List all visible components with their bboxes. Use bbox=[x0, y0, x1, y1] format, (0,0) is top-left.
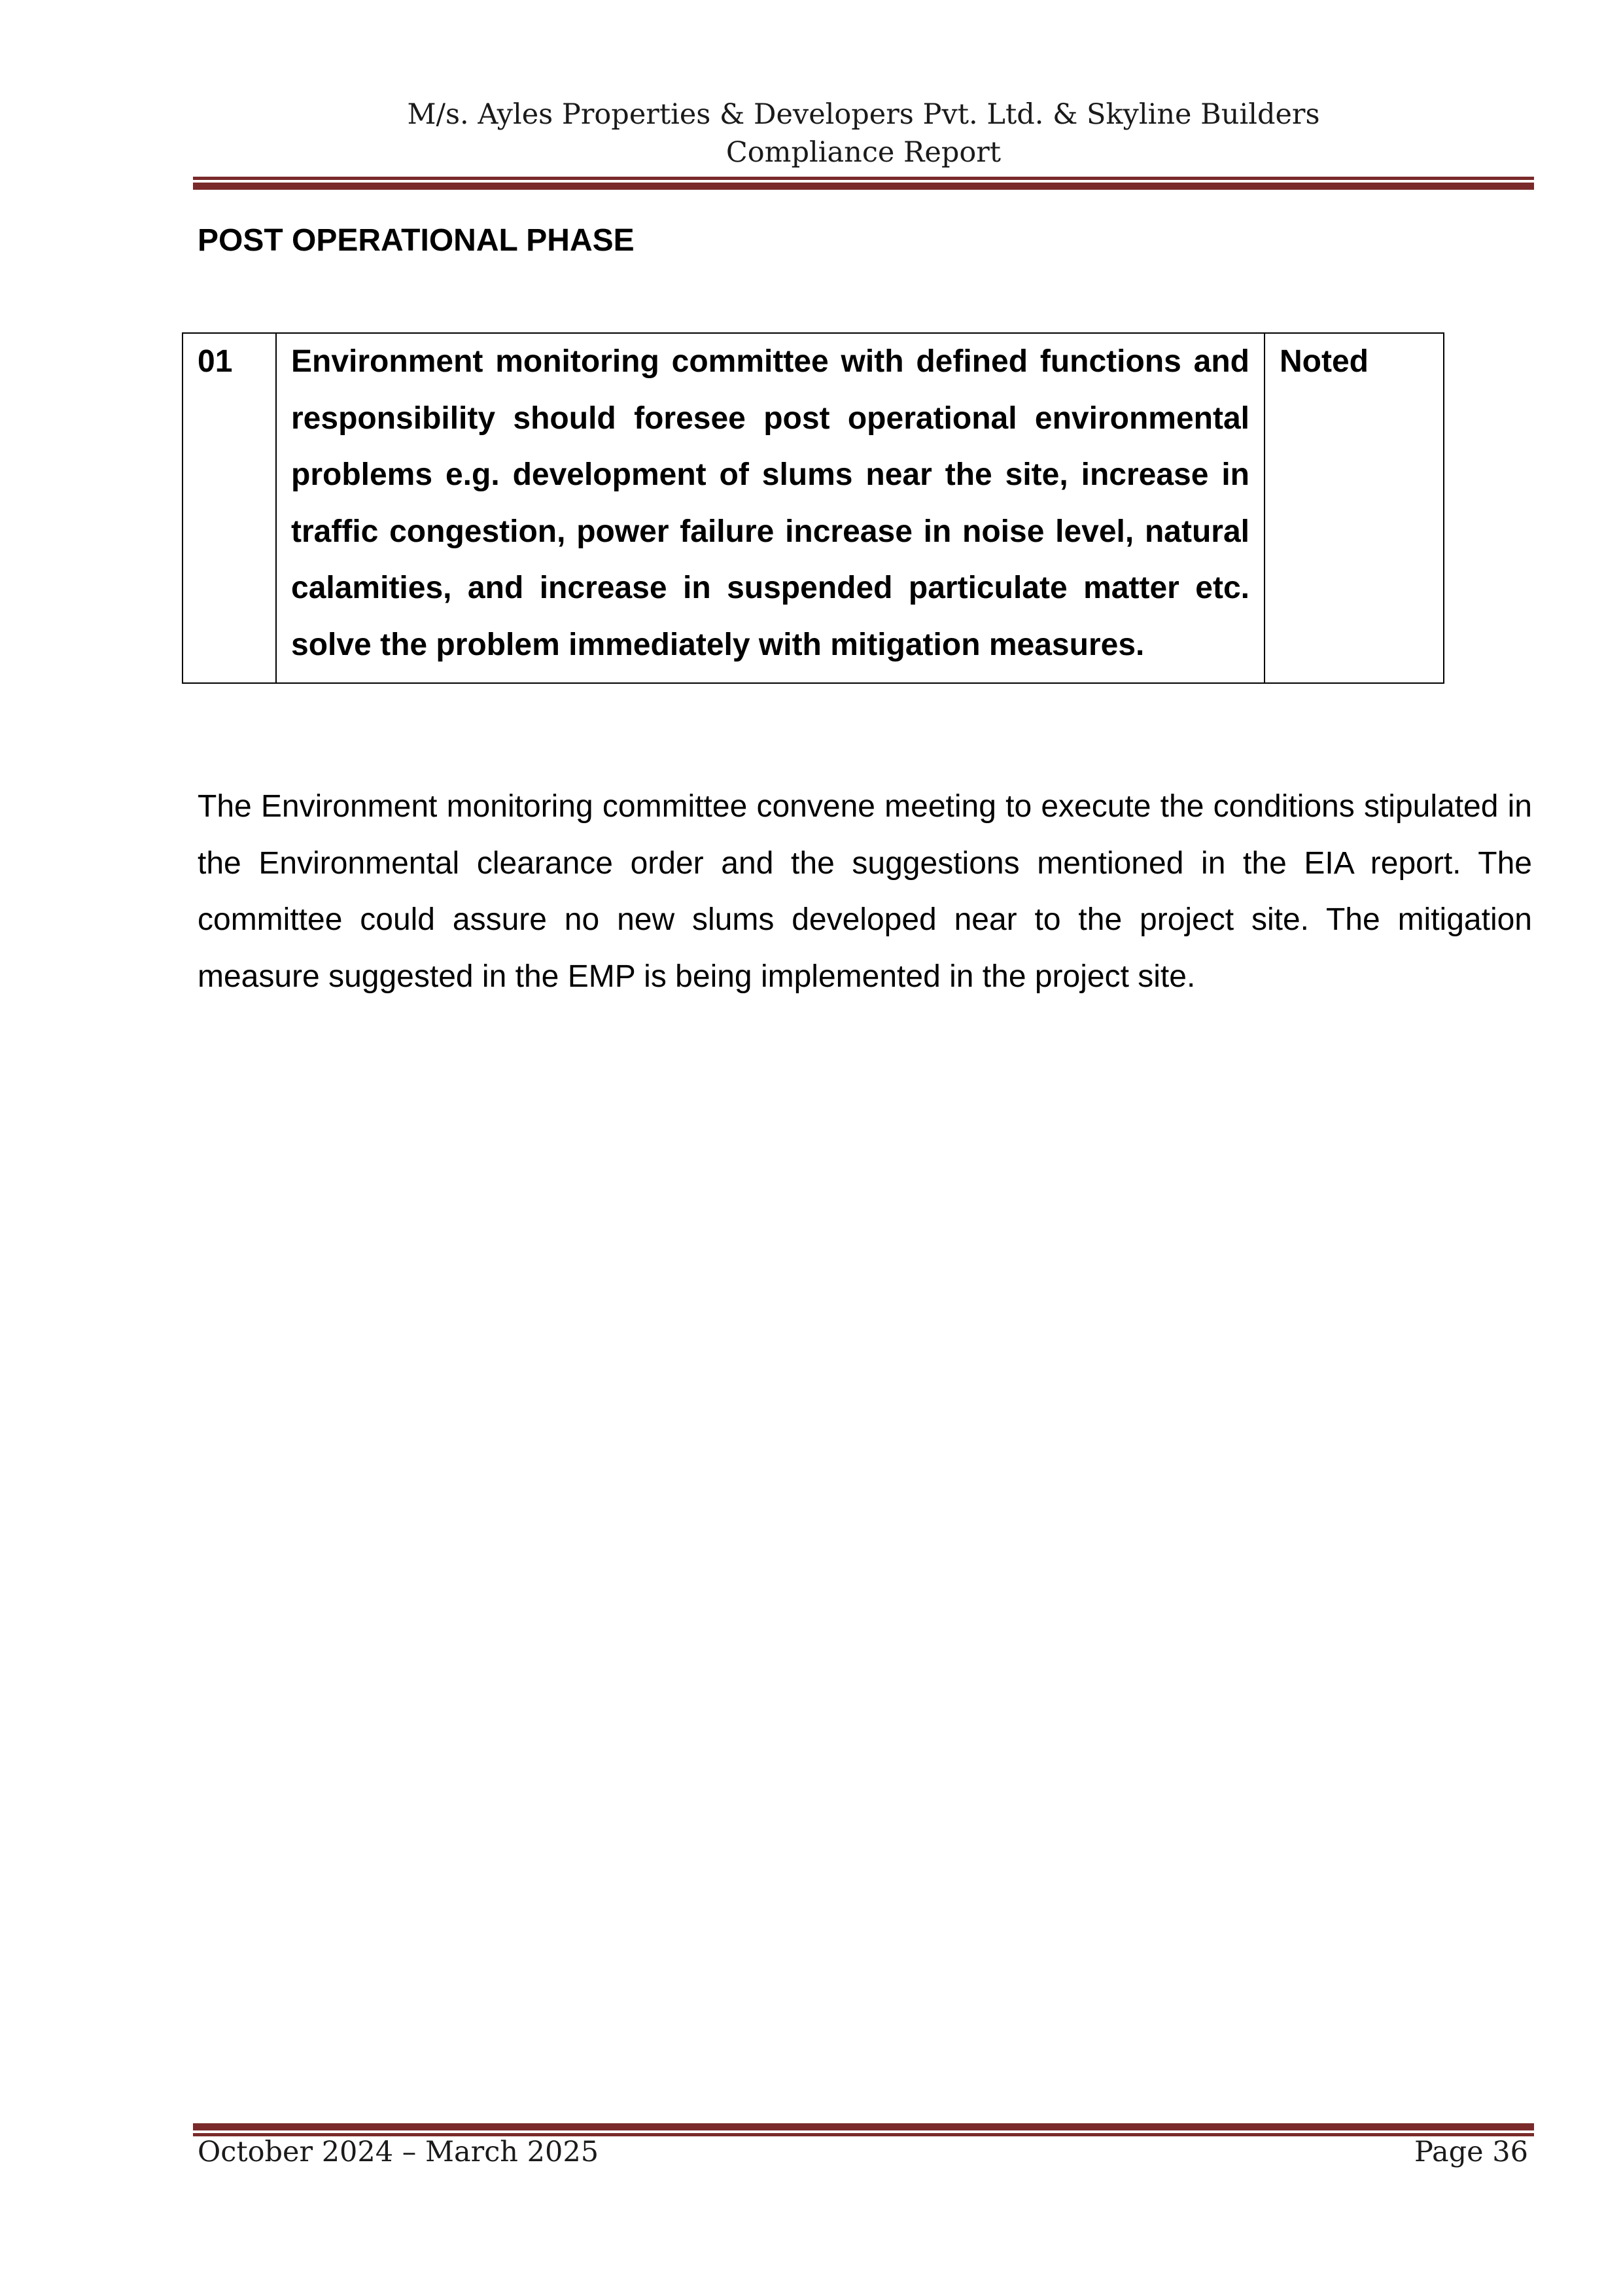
table-row bbox=[183, 333, 1444, 683]
condition-number: 01 bbox=[183, 333, 276, 683]
conditions-table bbox=[182, 332, 1444, 684]
footer-page-number: Page 36 bbox=[1414, 2136, 1528, 2168]
footer-period: October 2024 – March 2025 bbox=[198, 2136, 599, 2168]
section-title: POST OPERATIONAL PHASE bbox=[198, 223, 635, 258]
compliance-paragraph: The Environment monitoring committee convene meeting to execute the conditions stipulated in the Environmental clearance order and the suggestions mentioned in the EIA report. The committee could assure no new slums developed near to the project site. The mitigation measure suggested in the EMP is being implemented in the project site. bbox=[198, 789, 1532, 994]
header-divider bbox=[193, 177, 1534, 190]
compliance-status: Noted bbox=[1265, 333, 1444, 683]
header-company: M/s. Ayles Properties & Developers Pvt. Ltd. & Skyline Builders bbox=[407, 98, 1320, 131]
header-report-title: Compliance Report bbox=[725, 136, 1002, 169]
page-header bbox=[193, 96, 1534, 171]
condition-text: Environment monitoring committee with defined functions and responsibility should foresee post operational environmental problems e.g. development of slums near the site, increase in traffic congestion, power failure increase in noise level, natural calamities, and increase in suspended particulate matter etc. solve the problem immediately with mitigation measures. bbox=[276, 333, 1265, 683]
